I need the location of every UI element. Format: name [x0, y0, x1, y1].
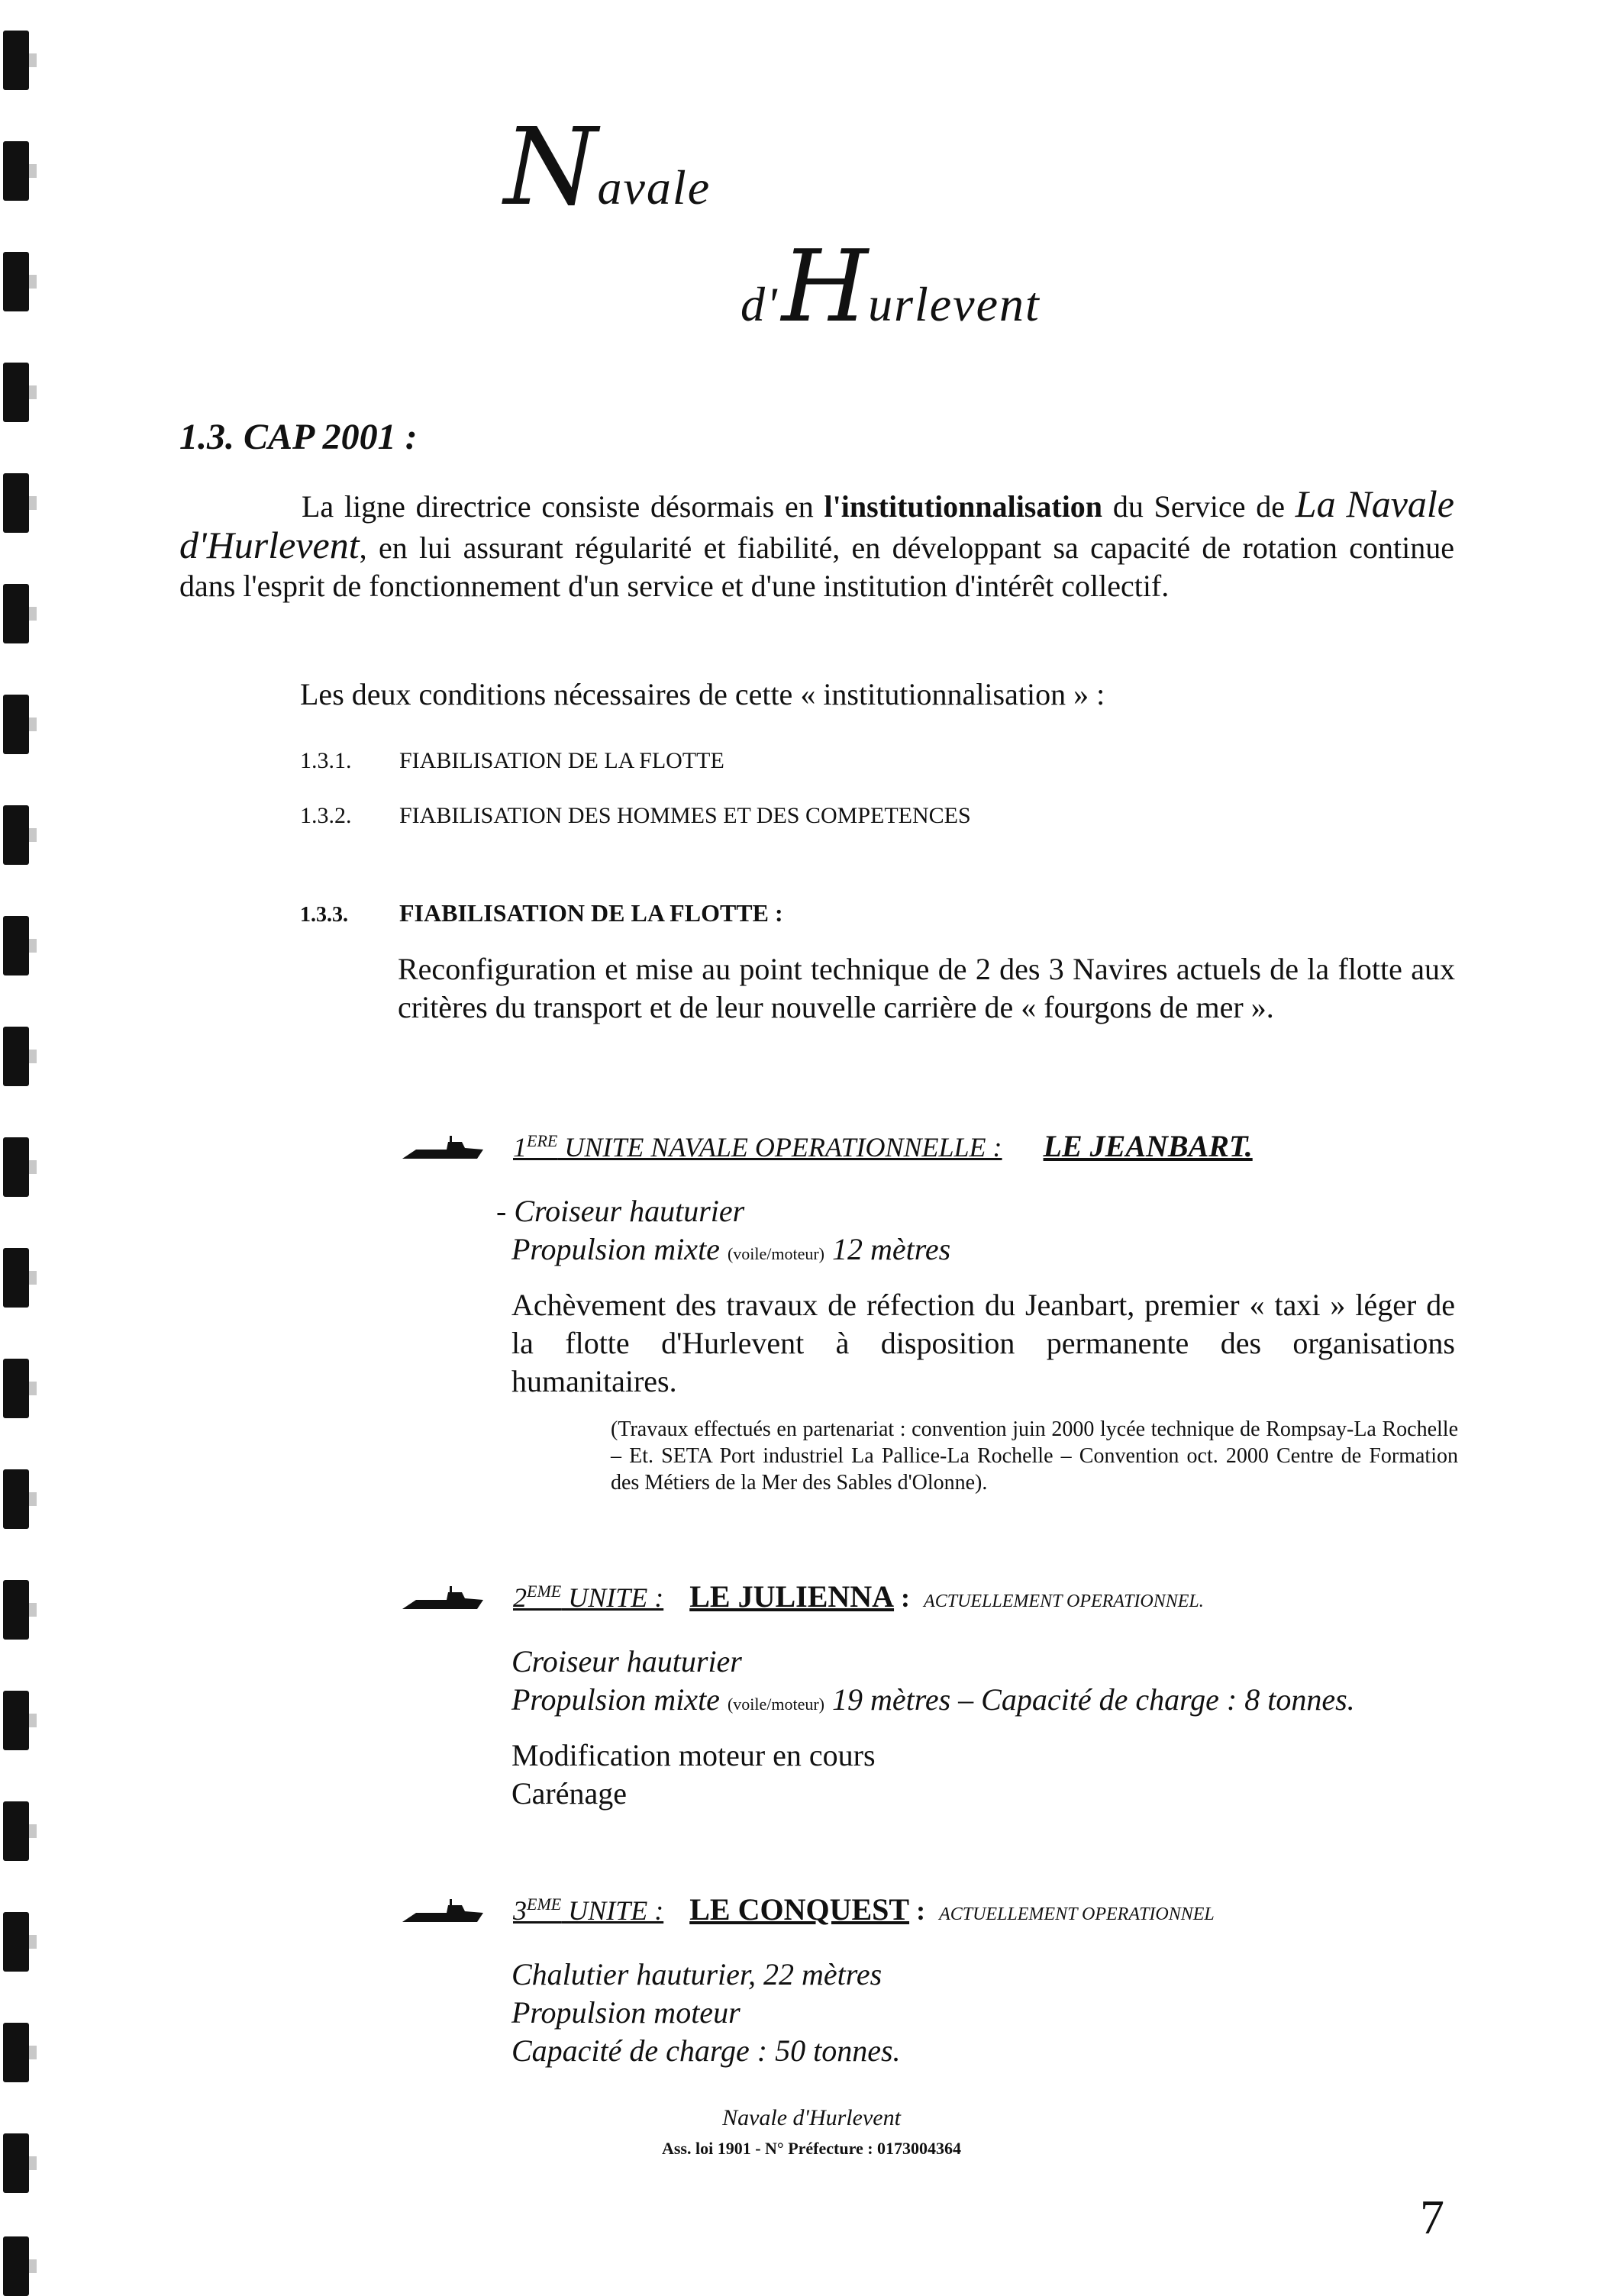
footer-logo: Navale d'Hurlevent [722, 2105, 901, 2130]
unit-1-name: LE JEANBART. [1043, 1129, 1253, 1163]
subsection-heading [300, 899, 783, 927]
unit-3-status: ACTUELLEMENT OPERATIONNEL [939, 1904, 1215, 1924]
unit-2-title [513, 1582, 663, 1613]
logo-text-hurlevent: urlevent [868, 277, 1041, 331]
unit-2-prop-b: 19 mètres – Capacité de charge : 8 tonnes. [824, 1682, 1355, 1717]
list-number: 1.3.2. [300, 803, 352, 828]
unit-3-propulsion: Propulsion moteur [511, 1995, 741, 2030]
logo-line-1 [504, 105, 711, 230]
binding-hole [3, 363, 29, 422]
binding-hole [3, 1137, 29, 1197]
binding-hole [3, 141, 29, 201]
unit-2-num: 2 [513, 1582, 527, 1613]
unit-2-prop-a: Propulsion mixte [511, 1682, 728, 1717]
unit-3-title [513, 1895, 663, 1926]
unit-2-type: Croiseur hauturier [511, 1644, 742, 1678]
unit-2-status: ACTUELLEMENT OPERATIONNEL. [924, 1591, 1204, 1611]
list-item [300, 748, 724, 774]
binding-hole [3, 473, 29, 533]
unit-1-propulsion [511, 1230, 950, 1273]
binding-hole [3, 805, 29, 865]
paragraph-intro [179, 482, 1454, 605]
p1-bold: l'institutionnalisation [824, 489, 1103, 524]
binding-hole [3, 31, 29, 90]
unit-1-prop-small: (voile/moteur) [727, 1244, 825, 1263]
unit-3-colon: : [909, 1895, 926, 1926]
unit-2-prop-small: (voile/moteur) [727, 1695, 825, 1714]
unit-2-title-rest: UNITE : [561, 1582, 664, 1613]
logo-cap-h: H [781, 228, 869, 344]
logo-text-d: d' [741, 277, 779, 331]
unit-2-propulsion [511, 1681, 1355, 1724]
unit-1-title-rest: UNITE NAVALE OPERATIONNELLE : [557, 1132, 1002, 1163]
binding-hole [3, 584, 29, 643]
unit-1-title [513, 1132, 1002, 1163]
p1-c: , en lui assurant régularité et fiabilité, en développant sa capacité de rotation continue dans l'esprit de fonctionnement d'un service et d'une institution d'intérêt collectif. [179, 530, 1454, 603]
logo-text-navale: avale [597, 160, 711, 214]
subsection-number: 1.3.3. [300, 903, 348, 927]
p1-la: La [1295, 482, 1336, 525]
subsection-title: FIABILISATION DE LA FLOTTE : [399, 899, 783, 927]
ship-icon [401, 1582, 485, 1612]
binding-hole [3, 1469, 29, 1529]
unit-3-num: 3 [513, 1895, 527, 1926]
paragraph-conditions: Les deux conditions nécessaires de cette « institutionnalisation » : [300, 677, 1105, 711]
unit-3-capacity: Capacité de charge : 50 tonnes. [511, 2033, 901, 2068]
list-text: FIABILISATION DES HOMMES ET DES COMPETENCES [399, 803, 971, 828]
unit-3-type: Chalutier hauturier, 22 mètres [511, 1957, 882, 1991]
binding-hole [3, 1359, 29, 1418]
binding-hole [3, 1691, 29, 1750]
unit-2-header [513, 1578, 1204, 1614]
section-heading: 1.3. CAP 2001 : [179, 417, 418, 457]
unit-2-colon: : [894, 1582, 911, 1613]
logo-line-2 [741, 228, 1041, 344]
binding-hole [3, 1801, 29, 1861]
binding-hole [3, 1912, 29, 1972]
unit-1-type: - Croiseur hauturier [496, 1194, 745, 1228]
unit-1-header [513, 1128, 1253, 1164]
footer-registration: Ass. loi 1901 - N° Préfecture : 0173004364 [661, 2139, 962, 2158]
unit-3-sup: EME [527, 1895, 562, 1914]
p1-b: du Service de [1102, 489, 1295, 524]
list-text: FIABILISATION DE LA FLOTTE [399, 748, 724, 773]
unit-3-title-rest: UNITE : [561, 1895, 664, 1926]
list-item [300, 803, 971, 829]
binding-hole [3, 916, 29, 975]
ship-icon [401, 1895, 485, 1925]
unit-1-prop-a: Propulsion mixte [511, 1232, 728, 1266]
unit-3-header [513, 1891, 1215, 1927]
unit-1-sup: ERE [527, 1131, 558, 1150]
unit-1-description: Achèvement des travaux de réfection du Jeanbart, premier « taxi » léger de la flotte d'Hurlevent à disposition permanente des organisations humanitaires. [511, 1288, 1455, 1398]
unit-1-prop-b: 12 mètres [824, 1232, 951, 1266]
binding-hole [3, 2236, 29, 2296]
unit-2-work-1: Modification moteur en cours [511, 1738, 876, 1772]
unit-1-note: (Travaux effectués en partenariat : convention juin 2000 lycée technique de Rompsay-La Rochelle – Et. SETA Port industriel La Pallice-La Rochelle – Convention oct. 2000 Centre de Formation des Métiers de la Mer des Sables d'Olonne). [611, 1417, 1458, 1495]
spiral-binding [0, 0, 46, 2296]
binding-hole [3, 1027, 29, 1086]
unit-2-sup: EME [527, 1582, 562, 1601]
binding-hole [3, 2023, 29, 2082]
unit-2-work-2: Carénage [511, 1776, 628, 1811]
binding-hole [3, 252, 29, 311]
binding-hole [3, 1580, 29, 1640]
page-number: 7 [1420, 2190, 1444, 2244]
list-number: 1.3.1. [300, 748, 352, 773]
unit-3-name: LE CONQUEST [689, 1892, 910, 1927]
p1-a: La ligne directrice consiste désormais en [302, 489, 824, 524]
logo-cap-n: N [504, 105, 598, 230]
unit-2-name: LE JULIENNA [689, 1579, 895, 1614]
binding-hole [3, 695, 29, 754]
subsection-text: Reconfiguration et mise au point technique de 2 des 3 Navires actuels de la flotte aux critères du transport et de leur nouvelle carrière de « fourgons de mer ». [398, 952, 1455, 1024]
ship-icon [401, 1131, 485, 1162]
p1-navale: Navale d' [179, 482, 1454, 566]
p1-hurlevent: Hurlevent [206, 524, 360, 566]
unit-1-num: 1 [513, 1132, 527, 1163]
binding-hole [3, 1248, 29, 1308]
